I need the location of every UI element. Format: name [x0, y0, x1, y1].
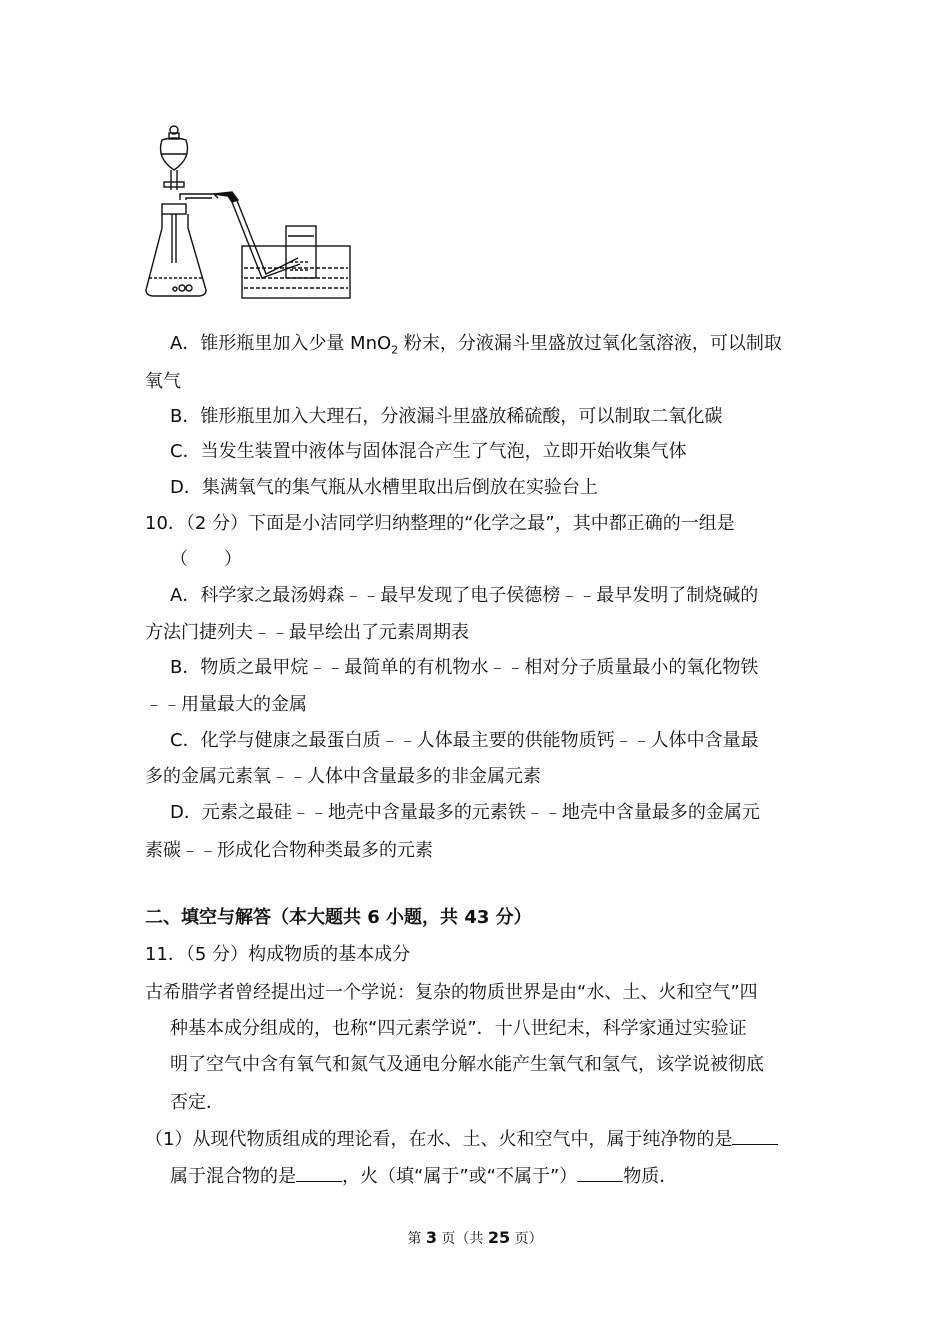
q10-option-a-line1: A．科学家之最汤姆森﹣﹣最早发现了电子侯德榜﹣﹣最早发明了制烧碱的	[170, 585, 759, 606]
q9-option-a	[170, 332, 782, 363]
q11-stem: 11．（5 分）构成物质的基本成分	[145, 944, 411, 965]
current-page-number: 3	[425, 1228, 437, 1247]
q11-paragraph-line3: 明了空气中含有氧气和氮气及通电分解水能产生氧气和氢气，该学说被彻底	[170, 1054, 764, 1075]
q10-answer-bracket: （ ）	[170, 549, 242, 570]
q10-stem: 10．（2 分）下面是小洁同学归纳整理的“化学之最”，其中都正确的一组是	[145, 513, 735, 534]
footer-suffix: 页）	[510, 1231, 543, 1247]
pure-substance-blank[interactable]	[732, 1126, 778, 1145]
lab-apparatus-figure	[140, 118, 355, 308]
q10-option-d-line1: D．元素之最硅﹣﹣地壳中含量最多的元素铁﹣﹣地壳中含量最多的金属元	[170, 802, 760, 823]
q9-option-d: D．集满氧气的集气瓶从水槽里取出后倒放在实验台上	[170, 477, 598, 498]
q11-sub1-text-c: ，火（填“属于”或“不属于”）	[342, 1166, 578, 1187]
q11-sub1-line2	[170, 1163, 677, 1189]
q10-option-c-line2: 多的金属元素氧﹣﹣人体中含量最多的非金属元素	[145, 766, 541, 787]
q9-option-a-text2: 粉末，分液漏斗里盛放过氧化氢溶液，可以制取	[398, 333, 782, 354]
q11-paragraph-line1: 古希腊学者曾经提出过一个学说：复杂的物质世界是由“水、土、火和空气”四	[145, 982, 758, 1003]
q11-sub1-text-a: （1）从现代物质组成的理论看，在水、土、火和空气中，属于纯净物的是	[145, 1129, 733, 1150]
q9-option-a-subscript: 2	[391, 343, 399, 357]
page-footer	[0, 1228, 950, 1248]
q10-option-a-line2: 方法门捷列夫﹣﹣最早绘出了元素周期表	[145, 622, 469, 643]
q10-option-b-line2: ﹣﹣用量最大的金属	[145, 694, 307, 715]
q10-option-c-line1: C．化学与健康之最蛋白质﹣﹣人体最主要的供能物质钙﹣﹣人体中含量最	[170, 730, 759, 751]
q9-option-c: C．当发生装置中液体与固体混合产生了气泡，立即开始收集气体	[170, 441, 687, 462]
section-heading: 二、填空与解答（本大题共 6 小题，共 43 分）	[145, 907, 532, 928]
q11-sub1-text-d: 物质．	[623, 1166, 678, 1187]
q11-sub1-line1	[145, 1126, 778, 1152]
q10-option-b-line1: B．物质之最甲烷﹣﹣最简单的有机物水﹣﹣相对分子质量最小的氧化物铁	[170, 657, 759, 678]
total-page-number: 25	[487, 1228, 511, 1247]
q10-option-d-line2: 素碳﹣﹣形成化合物种类最多的元素	[145, 840, 433, 861]
q9-option-a-line2: 氧气	[145, 371, 181, 392]
q11-paragraph-line2: 种基本成分组成的，也称“四元素学说”．十八世纪末，科学家通过实验证	[170, 1018, 747, 1039]
footer-prefix: 第	[407, 1231, 426, 1247]
q9-option-a-text1: A．锥形瓶里加入少量 MnO	[170, 333, 392, 354]
mixture-blank[interactable]	[296, 1163, 342, 1182]
q11-sub1-text-b: 属于混合物的是	[170, 1166, 296, 1187]
q9-option-b: B．锥形瓶里加入大理石，分液漏斗里盛放稀硫酸，可以制取二氧化碳	[170, 406, 723, 427]
belongs-blank[interactable]	[577, 1163, 623, 1182]
q11-paragraph-line4: 否定．	[170, 1092, 224, 1113]
footer-middle: 页（共	[436, 1231, 488, 1247]
